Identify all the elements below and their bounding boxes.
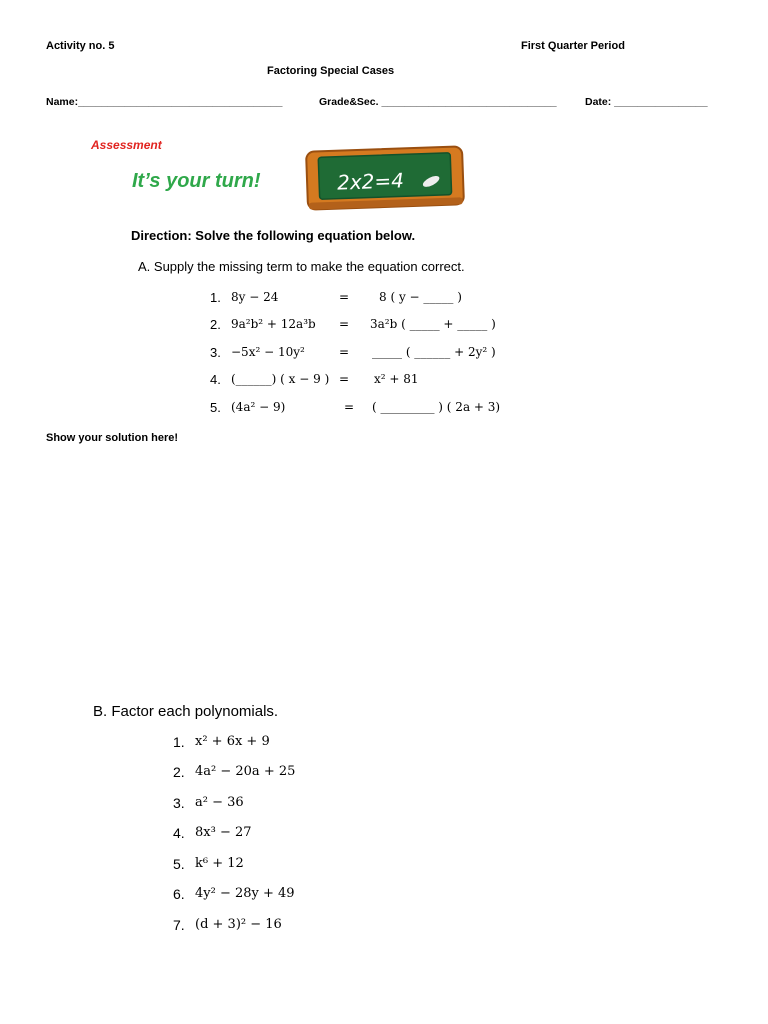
assessment-heading: Assessment: [91, 138, 162, 152]
part-a-instruction: A. Supply the missing term to make the equation correct.: [138, 259, 465, 274]
b-item-expression: x² + 6x + 9: [195, 734, 270, 749]
a-item-equals: =: [339, 372, 350, 386]
b-item-number: 3.: [173, 795, 185, 811]
b-item-expression: 4y² − 28y + 49: [195, 886, 295, 901]
b-item-number: 4.: [173, 825, 185, 841]
b-item-expression: k⁶ + 12: [195, 856, 244, 871]
a-item-number: 5.: [210, 400, 221, 415]
solution-label: Show your solution here!: [46, 432, 179, 444]
period-label: First Quarter Period: [521, 40, 625, 52]
direction-text: Direction: Solve the following equation below.: [131, 228, 416, 243]
a-item-left: (______) ( x − 9 ): [231, 372, 330, 386]
your-turn-heading: It’s your turn!: [132, 170, 261, 192]
a-item-right: _____ ( ______ + 2y² ): [372, 345, 496, 359]
a-item-left: −5x² − 10y²: [231, 345, 305, 359]
chalkboard-text: 2x2=4: [336, 168, 405, 195]
b-item-expression: 4a² − 20a + 25: [195, 764, 296, 779]
a-item-right: 8 ( y − _____ ): [379, 290, 462, 304]
a-item-right: x² + 81: [374, 372, 419, 386]
a-item-right: ( _________ ) ( 2a + 3): [372, 400, 501, 414]
b-item-number: 5.: [173, 856, 185, 872]
page-title: Factoring Special Cases: [267, 65, 395, 77]
a-item-equals: =: [339, 290, 350, 304]
a-item-left: (4a² − 9): [231, 400, 286, 414]
b-item-number: 6.: [173, 886, 185, 902]
b-item-expression: 8x³ − 27: [195, 825, 252, 840]
a-item-equals: =: [339, 345, 350, 359]
a-item-number: 2.: [210, 317, 221, 332]
name-field: Name:___________________________________: [46, 96, 283, 108]
activity-label: Activity no. 5: [46, 40, 115, 52]
a-item-left: 8y − 24: [231, 290, 279, 304]
date-field: Date: ________________: [585, 96, 708, 108]
b-item-number: 1.: [173, 734, 185, 750]
part-b-instruction: B. Factor each polynomials.: [93, 703, 279, 720]
a-item-number: 1.: [210, 290, 221, 305]
chalkboard-icon: [303, 143, 468, 213]
a-item-equals: =: [339, 317, 350, 331]
a-item-equals: =: [344, 400, 355, 414]
b-item-number: 2.: [173, 764, 185, 780]
a-item-right: 3a²b ( _____ + _____ ): [370, 317, 496, 331]
grade-field: Grade&Sec. ______________________________: [319, 96, 557, 108]
a-item-number: 4.: [210, 372, 221, 387]
a-item-left: 9a²b² + 12a³b: [231, 317, 316, 331]
b-item-expression: a² − 36: [195, 795, 244, 810]
a-item-number: 3.: [210, 345, 221, 360]
b-item-number: 7.: [173, 917, 185, 933]
b-item-expression: (d + 3)² − 16: [195, 917, 282, 932]
